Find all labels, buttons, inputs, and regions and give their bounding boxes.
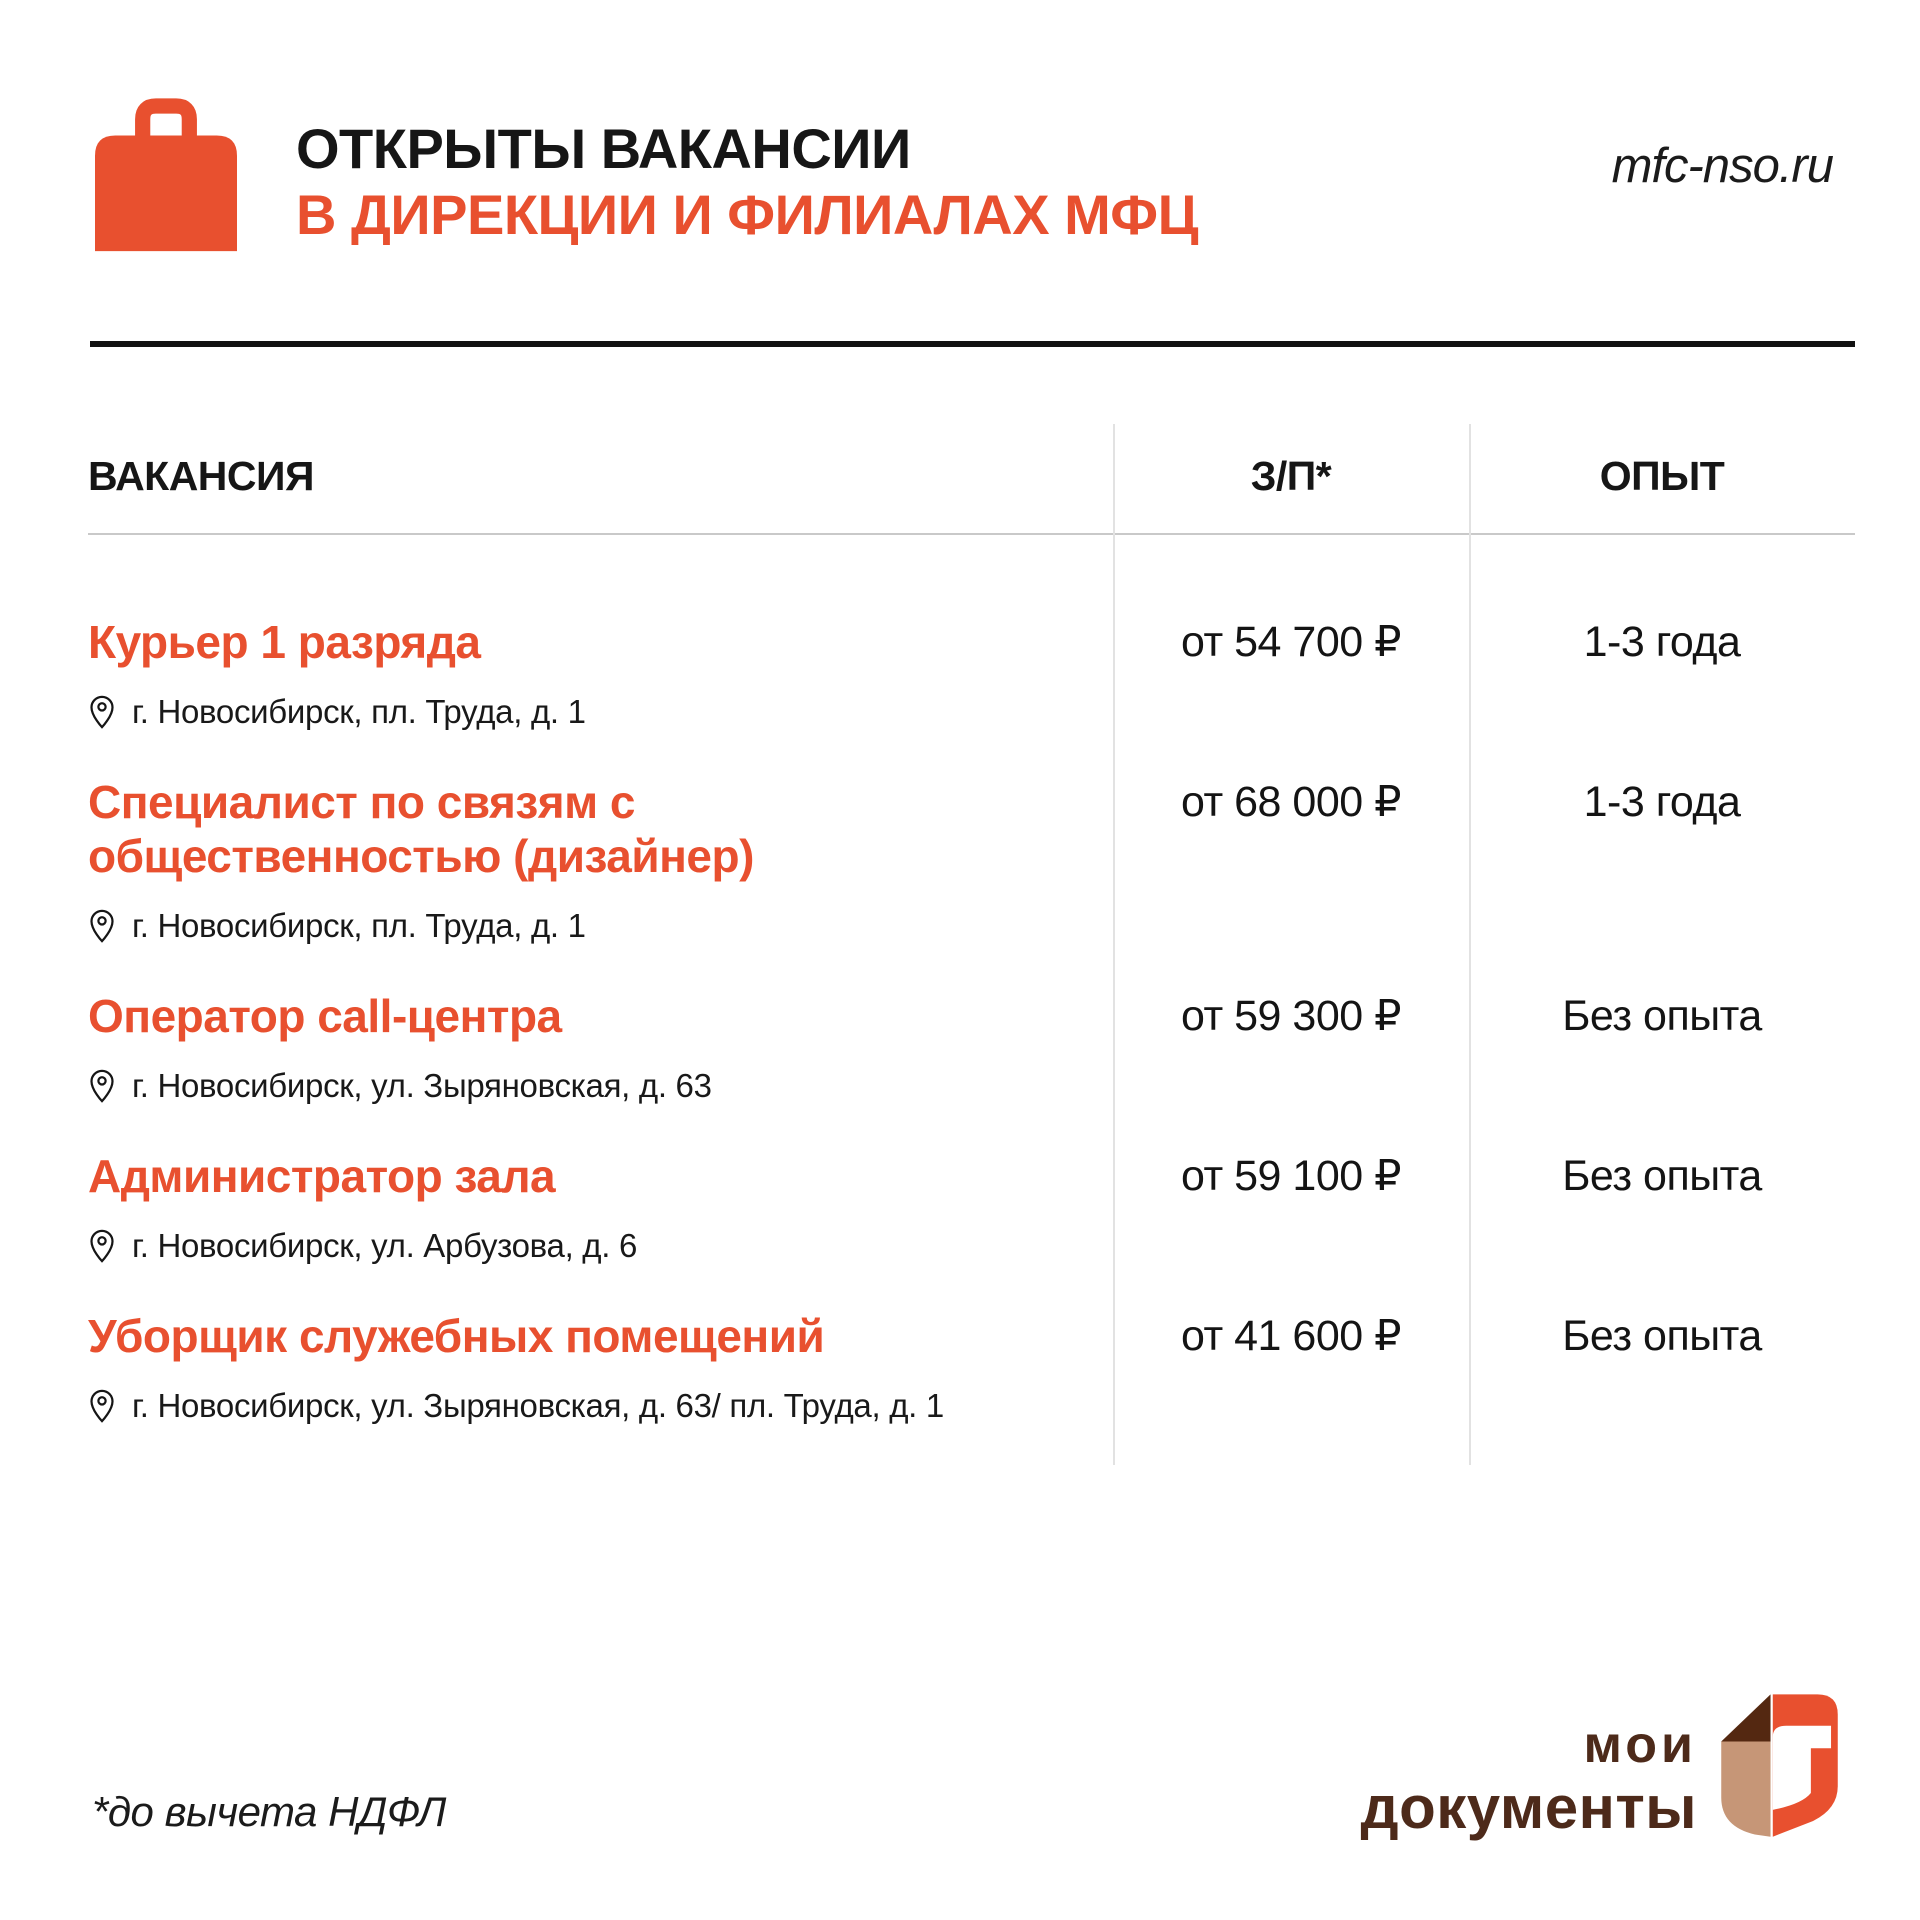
- vacancy-row: [88, 615, 1855, 775]
- page-title: [296, 116, 1198, 247]
- vacancy-address: [88, 1227, 1113, 1265]
- vacancy-row: [88, 1309, 1855, 1469]
- vacancy-experience: 1-3 года: [1583, 618, 1741, 666]
- vacancy-address: [88, 1067, 1113, 1105]
- vacancy-salary: от 54 700 ₽: [1181, 618, 1401, 666]
- vacancy-title: Уборщик служебных помещений: [88, 1310, 825, 1362]
- briefcase-icon: [95, 94, 237, 254]
- vacancy-address: [88, 907, 1113, 945]
- vacancy-title: Оператор call-центра: [88, 990, 562, 1042]
- vacancy-address: [88, 1387, 1113, 1425]
- vacancy-experience: Без опыта: [1562, 1312, 1762, 1360]
- vacancy-title: Специалист по связям с общественностью (дизайнер): [88, 776, 754, 882]
- vacancy-title: Курьер 1 разряда: [88, 616, 481, 668]
- location-pin-icon: [88, 908, 116, 944]
- vacancy-experience: 1-3 года: [1583, 778, 1741, 826]
- vacancy-row: [88, 775, 1855, 989]
- mfc-logo-text: [1360, 1716, 1697, 1841]
- mfc-logo-word2: документы: [1360, 1774, 1697, 1841]
- column-header-salary: З/П*: [1250, 453, 1332, 499]
- page-title-line2: В ДИРЕКЦИИ И ФИЛИАЛАХ МФЦ: [296, 182, 1199, 246]
- header-divider: [90, 341, 1855, 347]
- column-header-experience: ОПЫТ: [1599, 453, 1725, 499]
- vacancy-address-text: г. Новосибирск, ул. Зыряновская, д. 63/ пл. Труда, д. 1: [132, 1387, 944, 1424]
- table-header-divider: [88, 533, 1855, 535]
- vacancy-salary: от 59 100 ₽: [1181, 1152, 1401, 1200]
- vacancy-row: [88, 1149, 1855, 1309]
- vacancy-title: Администратор зала: [88, 1150, 556, 1202]
- vacancy-rows: [88, 615, 1855, 1469]
- vacancy-row: [88, 989, 1855, 1149]
- website-url: mfc-nso.ru: [1611, 139, 1833, 193]
- location-pin-icon: [88, 694, 116, 730]
- vacancy-salary: от 41 600 ₽: [1181, 1312, 1401, 1360]
- vacancy-address-text: г. Новосибирск, пл. Труда, д. 1: [132, 907, 586, 944]
- mfc-shield-icon: [1719, 1692, 1840, 1838]
- vacancy-address-text: г. Новосибирск, пл. Труда, д. 1: [132, 693, 586, 730]
- column-header-vacancy: ВАКАНСИЯ: [88, 453, 314, 499]
- table-header: [88, 452, 1855, 500]
- page-title-line1: ОТКРЫТЫ ВАКАНСИИ: [296, 117, 911, 180]
- mfc-logo: [1360, 1692, 1840, 1841]
- vacancy-address-text: г. Новосибирск, ул. Зыряновская, д. 63: [132, 1067, 712, 1104]
- vacancy-experience: Без опыта: [1562, 992, 1762, 1040]
- vacancy-experience: Без опыта: [1562, 1152, 1762, 1200]
- vacancy-salary: от 59 300 ₽: [1181, 992, 1401, 1040]
- footnote: *до вычета НДФЛ: [92, 1788, 446, 1835]
- vacancy-salary: от 68 000 ₽: [1181, 778, 1401, 826]
- location-pin-icon: [88, 1068, 116, 1104]
- mfc-logo-word1: мои: [1583, 1716, 1697, 1774]
- vacancy-address: [88, 693, 1113, 731]
- vacancy-address-text: г. Новосибирск, ул. Арбузова, д. 6: [132, 1227, 638, 1264]
- location-pin-icon: [88, 1388, 116, 1424]
- location-pin-icon: [88, 1228, 116, 1264]
